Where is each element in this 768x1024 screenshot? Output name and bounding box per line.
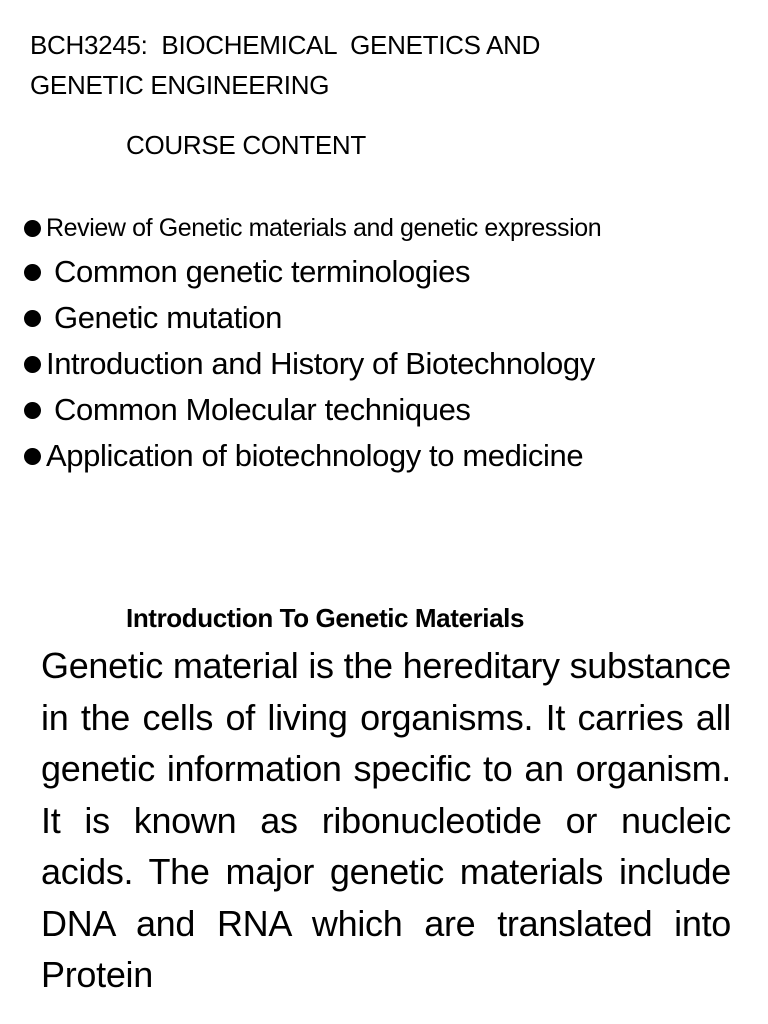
bullet-icon: [24, 264, 41, 281]
list-item: [24, 249, 601, 295]
list-item-text: Genetic mutation: [54, 300, 282, 335]
course-content-heading: COURSE CONTENT: [126, 130, 366, 160]
list-item: [24, 387, 601, 433]
bullet-icon: [24, 402, 41, 419]
list-item-text: Application of biotechnology to medicine: [46, 438, 584, 473]
bullet-icon: [24, 310, 41, 327]
list-item-text: Common Molecular techniques: [54, 392, 471, 427]
list-item: [24, 295, 601, 341]
body-paragraph: Genetic material is the hereditary substance in the cells of living organisms. It carries all genetic information specific to an organism. It is known as ribonucleotide or nucleic acids. The major genetic materials include DNA and RNA which are translated into Protein: [41, 645, 731, 995]
list-item: [24, 341, 601, 387]
course-title-line-2: GENETIC ENGINEERING: [30, 70, 330, 100]
list-item: [24, 207, 601, 249]
bullet-icon: [24, 356, 41, 373]
list-item: [24, 433, 601, 479]
list-item-text: Common genetic terminologies: [54, 254, 471, 289]
course-content-list: [24, 207, 601, 479]
list-item-text: Review of Genetic materials and genetic expression: [46, 214, 602, 242]
course-title-line-1: BCH3245: BIOCHEMICAL GENETICS AND: [30, 30, 541, 60]
list-item-text: Introduction and History of Biotechnology: [46, 346, 595, 381]
bullet-icon: [24, 220, 41, 237]
bullet-icon: [24, 448, 41, 465]
section-heading: Introduction To Genetic Materials: [126, 603, 525, 633]
course-title: [30, 25, 750, 105]
